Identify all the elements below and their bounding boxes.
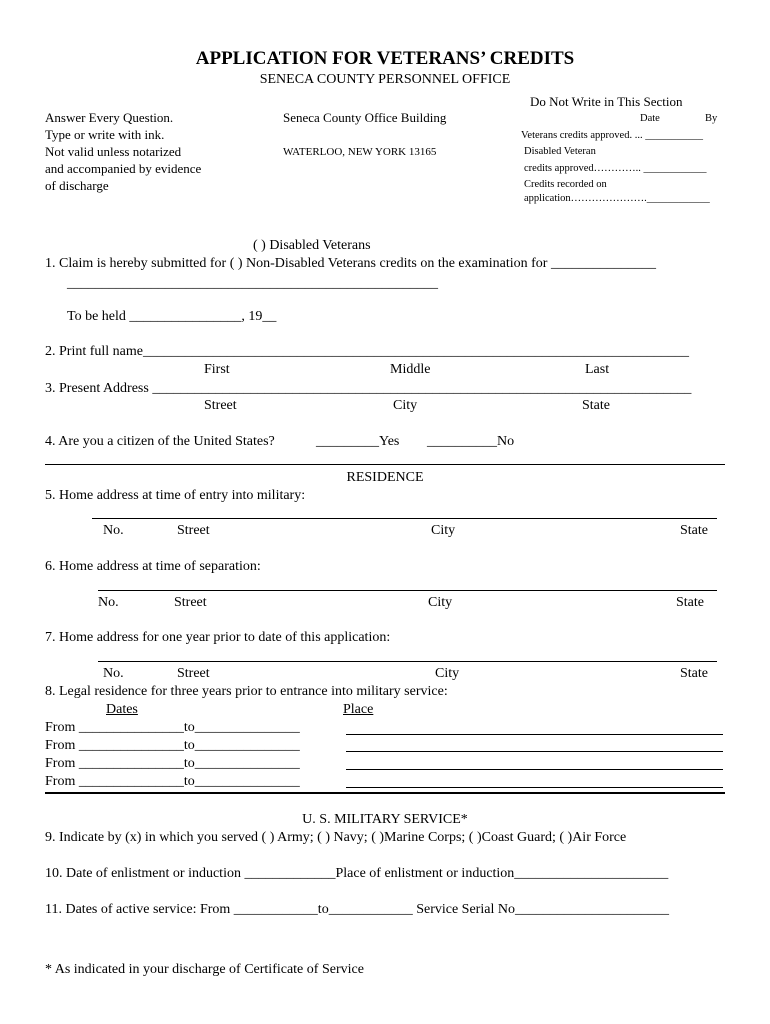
q5-state-label: State bbox=[680, 523, 708, 538]
form-title: APPLICATION FOR VETERANS’ CREDITS bbox=[195, 48, 575, 69]
q8-place-line bbox=[346, 734, 723, 735]
office-building: Seneca County Office Building bbox=[283, 110, 447, 125]
q4-citizen-text: 4. Are you a citizen of the United States? bbox=[45, 434, 275, 449]
q7-no-label: No. bbox=[103, 666, 124, 681]
q3-city-label: City bbox=[393, 398, 418, 413]
office-use-line: credits approved………….. ____________ bbox=[524, 163, 707, 174]
q8-from-row: From _______________to_______________ bbox=[45, 756, 300, 771]
q7-city-label: City bbox=[435, 666, 460, 681]
q6-no-label: No. bbox=[98, 595, 119, 610]
q1-claim-text: 1. Claim is hereby submitted for ( ) Non-Disabled Veterans credits on the examination for _______________ bbox=[45, 256, 656, 271]
q5-entry-address: 5. Home address at time of entry into military: bbox=[45, 488, 306, 503]
q8-place-line bbox=[346, 787, 723, 788]
q2-first-label: First bbox=[204, 362, 230, 377]
q3-present-address: 3. Present Address _____________________________________________________________________________ bbox=[45, 381, 692, 396]
military-heading: U. S. MILITARY SERVICE* bbox=[302, 812, 468, 827]
q8-dates-label: Dates bbox=[106, 702, 138, 717]
q5-no-label: No. bbox=[103, 523, 124, 538]
q8-place-line bbox=[346, 751, 723, 752]
q5-city-label: City bbox=[431, 523, 456, 538]
q8-legal-residence: 8. Legal residence for three years prior to entrance into military service: bbox=[45, 684, 448, 699]
instruction-line: of discharge bbox=[45, 178, 109, 193]
form-subtitle: SENECA COUNTY PERSONNEL OFFICE bbox=[259, 72, 511, 87]
q2-full-name: 2. Print full name______________________________________________________________________________ bbox=[45, 344, 689, 359]
q6-street-label: Street bbox=[174, 595, 207, 610]
q6-state-label: State bbox=[676, 595, 704, 610]
q6-address-line bbox=[98, 590, 717, 591]
q1-disabled-option: ( ) Disabled Veterans bbox=[253, 238, 371, 253]
q8-place-label: Place bbox=[343, 702, 374, 717]
office-use-line: application………………….____________ bbox=[524, 193, 710, 204]
q8-place-line bbox=[346, 769, 723, 770]
office-use-line: Veterans credits approved. ... ___________ bbox=[521, 130, 703, 141]
q1-held-text: To be held ________________, 19__ bbox=[67, 309, 277, 324]
instruction-line: and accompanied by evidence bbox=[45, 161, 202, 176]
q2-middle-label: Middle bbox=[390, 362, 431, 377]
q7-prior-address: 7. Home address for one year prior to date of this application: bbox=[45, 630, 391, 645]
office-use-line: Credits recorded on bbox=[524, 179, 607, 190]
q3-street-label: Street bbox=[204, 398, 237, 413]
q1-exam-blank: _____________________________________________________ bbox=[67, 276, 438, 291]
office-use-date-label: Date bbox=[640, 113, 660, 124]
q4-no-option: __________No bbox=[427, 434, 515, 449]
office-city-line: WATERLOO, NEW YORK 13165 bbox=[283, 146, 437, 158]
q3-state-label: State bbox=[582, 398, 610, 413]
q6-separation-address: 6. Home address at time of separation: bbox=[45, 559, 261, 574]
office-use-heading: Do Not Write in This Section bbox=[530, 94, 683, 109]
q5-street-label: Street bbox=[177, 523, 210, 538]
q4-yes-option: _________Yes bbox=[316, 434, 400, 449]
office-use-by-label: By bbox=[705, 113, 718, 124]
q8-from-row: From _______________to_______________ bbox=[45, 774, 300, 789]
q11-active-service: 11. Dates of active service: From ____________to____________ Service Serial No______________________ bbox=[45, 902, 669, 917]
section-divider bbox=[45, 792, 725, 794]
residence-heading: RESIDENCE bbox=[346, 470, 424, 485]
q2-last-label: Last bbox=[585, 362, 610, 377]
q7-state-label: State bbox=[680, 666, 708, 681]
section-divider bbox=[45, 464, 725, 465]
q9-branch-selection: 9. Indicate by (x) in which you served ( ) Army; ( ) Navy; ( )Marine Corps; ( )Coast Guard; ( )Air Force bbox=[45, 830, 627, 845]
footnote: * As indicated in your discharge of Certificate of Service bbox=[45, 962, 364, 977]
q6-city-label: City bbox=[428, 595, 453, 610]
q5-address-line bbox=[92, 518, 717, 519]
q7-street-label: Street bbox=[177, 666, 210, 681]
q8-from-row: From _______________to_______________ bbox=[45, 720, 300, 735]
office-use-line: Disabled Veteran bbox=[524, 146, 596, 157]
instruction-line: Answer Every Question. bbox=[45, 110, 174, 125]
instruction-line: Type or write with ink. bbox=[45, 127, 165, 142]
q8-from-row: From _______________to_______________ bbox=[45, 738, 300, 753]
instruction-line: Not valid unless notarized bbox=[45, 144, 182, 159]
q7-address-line bbox=[98, 661, 717, 662]
q10-enlistment: 10. Date of enlistment or induction _____________Place of enlistment or induction______________________ bbox=[45, 866, 669, 881]
